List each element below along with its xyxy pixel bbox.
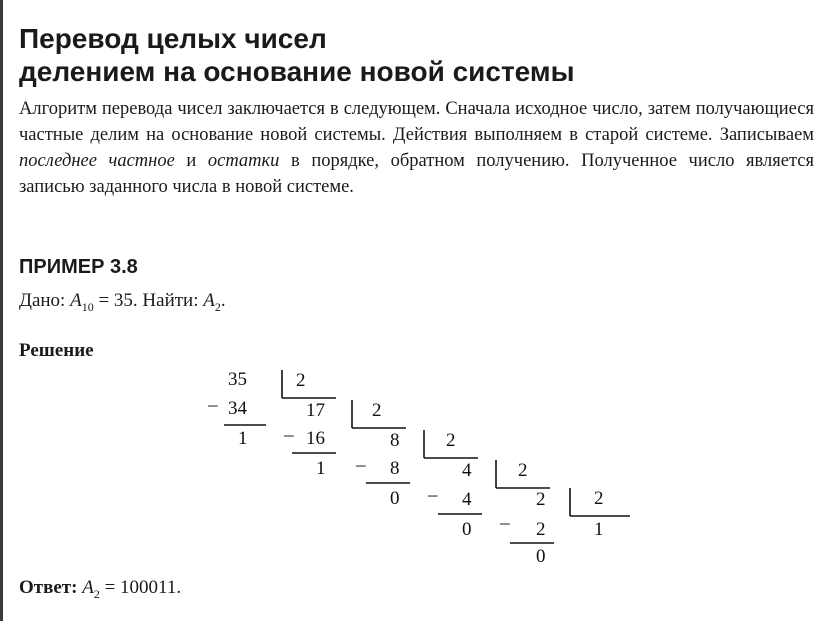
answer-line (19, 577, 181, 602)
given-var: A (70, 290, 82, 311)
find-label: . Найти: (132, 290, 199, 311)
given-value: = 35 (98, 290, 133, 311)
dividend-4: 4 (462, 460, 472, 481)
remainder-2: 1 (316, 458, 326, 479)
dividend-5: 2 (536, 489, 546, 510)
answer-label: Ответ: (19, 577, 78, 598)
product-3: 8 (390, 458, 400, 479)
product-2: 16 (306, 428, 325, 449)
para-italic-remainders: остатки (207, 151, 280, 171)
product-4: 4 (462, 489, 472, 510)
given-sub-from: 10 (81, 299, 94, 314)
para-text-2: и (174, 151, 208, 171)
minus-sign-3: _ (356, 448, 366, 469)
remainder-3: 0 (390, 488, 400, 509)
title-line-1: Перевод целых чисел (19, 23, 327, 54)
para-italic-last-quotient: последнее частное (19, 151, 175, 171)
solution-heading: Решение (19, 340, 94, 361)
product-5: 2 (536, 519, 546, 540)
given-label: Дано: (19, 290, 66, 311)
answer-value: = 100011. (104, 577, 182, 598)
para-text-1: Алгоритм перевода чисел заключается в следующем. Сначала исходное число, затем получающиеся частные делим на основание новой системы. Действия выполняем в старой системе. Записываем (19, 99, 814, 145)
dividend-3: 8 (390, 430, 400, 451)
find-sub-to: 2 (214, 299, 221, 314)
answer-sub: 2 (93, 586, 100, 601)
minus-sign-1: _ (208, 388, 218, 409)
remainder-4: 0 (462, 519, 472, 540)
dividend-1: 35 (228, 369, 247, 390)
minus-sign-5: _ (500, 506, 510, 527)
answer-var: A (82, 577, 94, 598)
divisor-4: 2 (518, 460, 528, 481)
para-text-3: в порядке, обратном получению. Полученное число является записью заданного числа в новой системе. (19, 151, 815, 197)
division-lines (224, 370, 630, 543)
find-var: A (203, 290, 215, 311)
divisor-5: 2 (594, 488, 604, 509)
dividend-2: 17 (306, 400, 325, 421)
minus-sign-4: _ (428, 478, 438, 499)
divisor-3: 2 (446, 430, 456, 451)
find-end: . (220, 290, 226, 311)
minus-sign-2: _ (284, 418, 294, 439)
product-1: 34 (228, 398, 247, 419)
divisor-2: 2 (372, 400, 382, 421)
title-line-2: делением на основание новой системы (19, 56, 575, 87)
last-quotient: 1 (594, 519, 604, 540)
divisor-1: 2 (296, 370, 306, 391)
example-heading: ПРИМЕР 3.8 (19, 256, 138, 278)
remainder-1: 1 (238, 428, 248, 449)
remainder-5: 0 (536, 546, 546, 567)
